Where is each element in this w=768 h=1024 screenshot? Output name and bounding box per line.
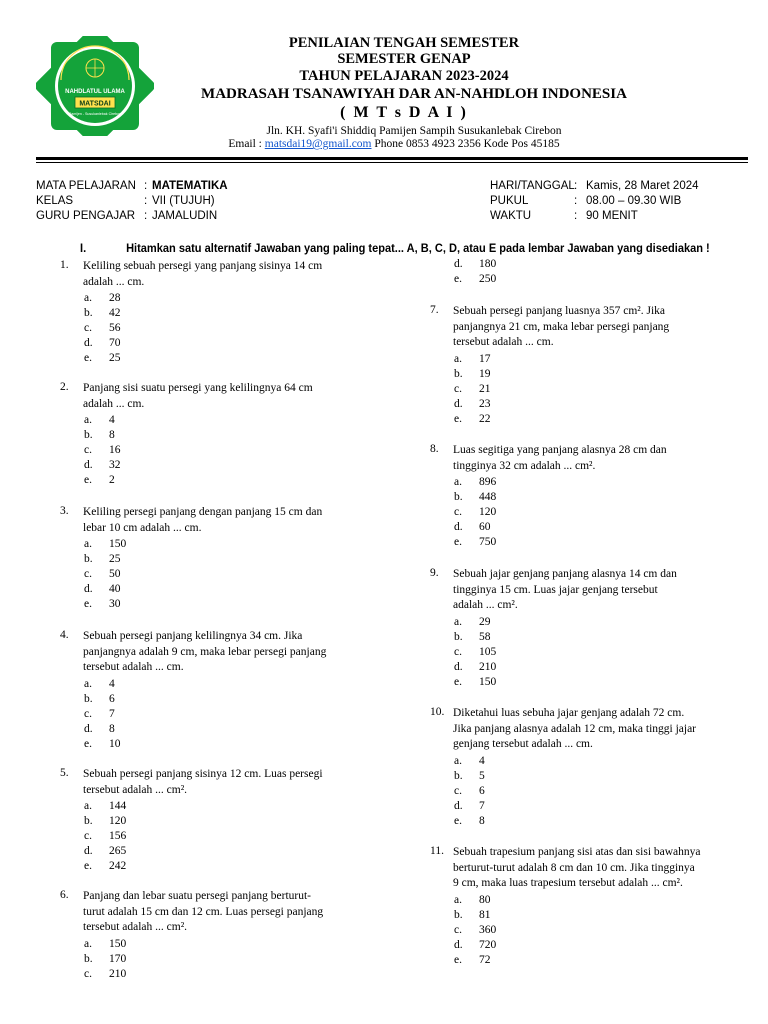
option-value: 19 [479, 367, 491, 380]
option-letter: c. [454, 784, 462, 797]
option-value: 40 [109, 583, 121, 595]
option-value: 50 [109, 568, 121, 580]
option-letter: e. [454, 536, 462, 548]
option-value: 105 [479, 645, 497, 658]
questions-column-right [430, 257, 750, 977]
instruction [80, 243, 710, 255]
option-value: 22 [479, 412, 491, 425]
question-line: panjangnya adalah 9 cm, maka lebar persegi panjang [83, 645, 327, 658]
question-number: 8. [430, 443, 439, 455]
contact-line [0, 138, 768, 150]
instruction-text: Hitamkan satu alternatif Jawaban yang paling tepat... A, B, C, D, atau E pada lembar Jawaban yang disediakan ! [126, 243, 710, 255]
option-letter: b. [454, 491, 463, 503]
answer-option [454, 754, 574, 769]
question-line: genjang tersebut adalah ... cm. [453, 738, 593, 750]
question-line: Sebuah trapesium panjang sisi atas dan sisi bawahnya [453, 846, 701, 858]
option-letter: b. [84, 429, 93, 441]
info-colon: : [144, 210, 148, 222]
question-line: tingginya 15 cm. Luas jajar genjang tersebut [453, 583, 658, 596]
answer-option [454, 660, 574, 675]
instruction-number: I. [80, 243, 87, 255]
answer-option [454, 814, 574, 829]
question-line: adalah ... cm. [83, 275, 145, 288]
answer-option [454, 953, 574, 968]
option-letter: b. [84, 692, 93, 705]
header-title-1: PENILAIAN TENGAH SEMESTER [288, 35, 520, 51]
answer-option [84, 473, 204, 488]
option-value: 210 [479, 660, 497, 673]
question-text [453, 567, 760, 614]
answer-option [454, 505, 574, 520]
option-letter: d. [454, 799, 463, 812]
option-value: 360 [479, 923, 497, 936]
option-letter: a. [454, 615, 462, 628]
option-letter: a. [84, 414, 92, 426]
answer-option [454, 520, 574, 535]
question-line: 9 cm, maka luas trapesium tersebut adalah ... cm². [453, 877, 683, 889]
option-letter: b. [84, 307, 93, 319]
option-value: 7 [479, 799, 485, 812]
option-letter: b. [84, 553, 93, 565]
question-line: Keliling persegi panjang dengan panjang 15 cm dan [83, 506, 323, 518]
answer-option [84, 458, 204, 473]
option-letter: a. [454, 754, 462, 767]
answer-option [454, 675, 574, 690]
answer-option [454, 412, 574, 427]
answer-option [454, 615, 574, 630]
question-text [83, 381, 390, 412]
option-value: 150 [109, 937, 127, 950]
option-value: 242 [109, 860, 127, 872]
info-value: JAMALUDIN [152, 210, 218, 222]
option-letter: d. [84, 583, 93, 595]
question-line: panjangnya 21 cm, maka lebar persegi panjang [453, 320, 670, 333]
option-letter: b. [84, 952, 93, 965]
info-label: HARI/TANGGAL [490, 180, 575, 192]
logo-text-top: NAHDLATUL ULAMA [65, 89, 125, 95]
answer-option [454, 382, 574, 397]
option-letter: e. [454, 953, 462, 966]
answer-option [84, 537, 204, 552]
question-line: Jika panjang alasnya adalah 12 cm, maka tinggi jajar [453, 722, 697, 735]
option-letter: a. [84, 800, 92, 812]
info-colon: : [144, 180, 148, 192]
option-value: 6 [109, 692, 115, 705]
answer-option [84, 737, 204, 752]
answer-option [84, 582, 204, 597]
answer-option [84, 291, 204, 306]
option-letter: a. [454, 476, 462, 488]
option-value: 25 [109, 352, 121, 364]
question-line: Luas segitiga yang panjang alasnya 28 cm dan [453, 444, 667, 456]
option-letter: d. [454, 938, 463, 951]
option-value: 896 [479, 476, 497, 488]
question-line: adalah ... cm². [453, 599, 518, 611]
option-value: 170 [109, 952, 127, 965]
option-value: 8 [109, 722, 115, 735]
option-value: 23 [479, 397, 491, 410]
option-letter: c. [84, 967, 92, 980]
option-value: 265 [109, 845, 127, 857]
option-letter: e. [454, 675, 462, 688]
info-value: 90 MENIT [586, 210, 638, 222]
option-letter: d. [84, 337, 93, 349]
option-letter: e. [454, 814, 462, 827]
option-value: 5 [479, 769, 485, 782]
answer-option [84, 722, 204, 737]
header-divider-thin [36, 162, 748, 163]
option-letter: d. [84, 845, 93, 857]
answer-option [84, 967, 204, 982]
option-letter: b. [454, 630, 463, 643]
option-value: 750 [479, 536, 497, 548]
option-letter: d. [454, 660, 463, 673]
option-value: 7 [109, 707, 115, 720]
info-colon: : [574, 210, 578, 222]
option-value: 4 [109, 414, 115, 426]
answer-option [454, 938, 574, 953]
answer-option [84, 597, 204, 612]
option-letter: d. [84, 459, 93, 471]
question-number: 4. [60, 629, 69, 641]
answer-option [454, 893, 574, 908]
answer-option [454, 272, 574, 287]
logo-text-mid: MATSDAI [79, 100, 111, 108]
option-letter: b. [84, 815, 93, 827]
school-name: MADRASAH TSANAWIYAH DAR AN-NAHDLOH INDONESIA [201, 86, 627, 102]
answer-option [84, 321, 204, 336]
info-label: KELAS [36, 195, 74, 207]
option-value: 21 [479, 382, 491, 395]
option-letter: e. [454, 412, 462, 425]
question-line: berturut-turut adalah 8 cm dan 10 cm. Jika tingginya [453, 861, 695, 874]
option-letter: a. [84, 677, 92, 690]
option-letter: c. [454, 506, 462, 518]
question-line: Sebuah persegi panjang luasnya 357 cm². Jika [453, 305, 665, 317]
option-value: 17 [479, 352, 491, 365]
option-value: 720 [479, 938, 497, 951]
answer-option [454, 923, 574, 938]
option-letter: e. [84, 352, 92, 364]
answer-option [454, 257, 574, 272]
option-letter: b. [454, 769, 463, 782]
answer-option [454, 367, 574, 382]
option-value: 144 [109, 800, 127, 812]
option-value: 156 [109, 830, 127, 842]
header-divider-thick [36, 157, 748, 160]
info-colon: : [574, 180, 578, 192]
option-value: 70 [109, 337, 121, 349]
option-letter: c. [454, 645, 462, 658]
option-value: 448 [479, 491, 497, 503]
option-value: 250 [479, 273, 497, 285]
option-letter: e. [84, 860, 92, 872]
option-value: 4 [479, 754, 485, 767]
option-letter: e. [454, 273, 462, 285]
option-value: 30 [109, 598, 121, 610]
answer-option [454, 352, 574, 367]
answer-option [84, 413, 204, 428]
option-value: 6 [479, 784, 485, 797]
option-letter: c. [454, 923, 462, 936]
answer-option [454, 784, 574, 799]
question-line: turut adalah 15 cm dan 12 cm. Luas persegi panjang [83, 905, 324, 918]
answer-option [454, 630, 574, 645]
option-value: 16 [109, 444, 121, 456]
info-value: Kamis, 28 Maret 2024 [586, 180, 699, 192]
info-value: 08.00 – 09.30 WIB [586, 195, 682, 207]
answer-option [84, 707, 204, 722]
info-label: PUKUL [490, 195, 529, 207]
question-line: Sebuah persegi panjang sisinya 12 cm. Luas persegi [83, 768, 323, 780]
option-value: 25 [109, 553, 121, 565]
exam-info-right [490, 180, 750, 228]
option-value: 81 [479, 908, 491, 921]
answer-option [84, 306, 204, 321]
question-line: tersebut adalah ... cm. [83, 661, 184, 673]
info-colon: : [574, 195, 578, 207]
option-value: 58 [479, 630, 491, 643]
option-value: 60 [479, 521, 491, 533]
option-letter: c. [84, 444, 92, 456]
exam-info-left [36, 180, 396, 228]
question-line: tersebut adalah ... cm². [83, 783, 188, 796]
option-value: 2 [109, 474, 115, 486]
option-letter: c. [84, 707, 92, 720]
option-letter: e. [84, 474, 92, 486]
logo-text-bot: Pamijen - Susukanlebak Cirebon [68, 112, 122, 116]
option-value: 210 [109, 967, 127, 980]
option-value: 28 [109, 292, 121, 304]
question-text [83, 629, 390, 676]
question-text [453, 304, 760, 351]
option-letter: b. [454, 908, 463, 921]
answer-option [84, 552, 204, 567]
questions-column-left [60, 259, 380, 979]
option-letter: e. [84, 598, 92, 610]
option-letter: d. [84, 722, 93, 735]
answer-option [84, 844, 204, 859]
question-number: 7. [430, 304, 439, 316]
question-line: tingginya 32 cm adalah ... cm². [453, 459, 596, 472]
question-number: 3. [60, 505, 69, 517]
question-text [453, 845, 760, 892]
email-label: Email : [228, 138, 265, 150]
answer-option [84, 567, 204, 582]
question-text [453, 706, 760, 753]
option-value: 29 [479, 615, 491, 628]
info-colon: : [144, 195, 148, 207]
header-title-3: TAHUN PELAJARAN 2023-2024 [299, 68, 509, 84]
option-letter: a. [84, 538, 92, 550]
answer-option [454, 769, 574, 784]
answer-option [84, 859, 204, 874]
question-number: 5. [60, 767, 69, 779]
option-value: 120 [479, 506, 497, 518]
question-line: tersebut adalah ... cm. [453, 336, 554, 348]
question-text [83, 259, 390, 290]
question-line: Sebuah persegi panjang kelilingnya 34 cm. Jika [83, 630, 303, 642]
answer-option [84, 952, 204, 967]
option-letter: c. [84, 830, 92, 842]
option-letter: c. [454, 382, 462, 395]
question-text [83, 767, 390, 798]
school-abbrev: ( M T s D A I ) [340, 104, 468, 121]
question-line: adalah ... cm. [83, 397, 145, 410]
answer-option [454, 799, 574, 814]
option-value: 8 [479, 814, 485, 827]
info-value: MATEMATIKA [152, 180, 228, 192]
option-value: 150 [479, 675, 497, 688]
option-value: 4 [109, 677, 115, 690]
answer-option [454, 397, 574, 412]
answer-option [84, 677, 204, 692]
header-title-2: SEMESTER GENAP [337, 51, 471, 67]
answer-option [84, 814, 204, 829]
option-value: 10 [109, 737, 121, 750]
answer-option [84, 937, 204, 952]
question-line: Diketahui luas sebuha jajar genjang adalah 72 cm. [453, 707, 685, 719]
answer-option [454, 535, 574, 550]
option-value: 8 [109, 429, 115, 441]
option-letter: d. [454, 258, 463, 270]
option-letter: d. [454, 521, 463, 533]
info-label: MATA PELAJARAN [36, 180, 136, 192]
answer-option [84, 428, 204, 443]
contact-text: Phone 0853 4923 2356 Kode Pos 45185 [371, 138, 560, 150]
option-value: 72 [479, 953, 491, 966]
option-letter: e. [84, 737, 92, 750]
answer-option [454, 645, 574, 660]
question-line: lebar 10 cm adalah ... cm. [83, 521, 202, 534]
email-link[interactable]: matsdai19@gmail.com [264, 138, 372, 150]
option-letter: c. [84, 322, 92, 334]
option-letter: a. [84, 937, 92, 950]
option-value: 150 [109, 538, 127, 550]
answer-option [84, 692, 204, 707]
option-value: 42 [109, 307, 121, 319]
answer-option [84, 829, 204, 844]
option-value: 120 [109, 815, 127, 827]
question-number: 6. [60, 889, 69, 901]
option-letter: a. [84, 292, 92, 304]
answer-option [84, 443, 204, 458]
question-line: Keliling sebuah persegi yang panjang sisinya 14 cm [83, 260, 323, 272]
question-text [83, 889, 390, 936]
answer-option [84, 351, 204, 366]
question-number: 1. [60, 259, 69, 271]
info-label: GURU PENGAJAR [36, 210, 136, 222]
question-number: 10. [430, 706, 445, 718]
question-number: 2. [60, 381, 69, 393]
school-address: Jln. KH. Syafi'i Shiddiq Pamijen Sampih Susukanlebak Cirebon [266, 125, 562, 137]
answer-option [84, 336, 204, 351]
question-text [453, 443, 760, 474]
option-letter: c. [84, 568, 92, 580]
answer-option [454, 490, 574, 505]
question-number: 11. [430, 845, 444, 857]
info-value: VII (TUJUH) [152, 195, 215, 207]
info-label: WAKTU [490, 210, 532, 222]
answer-option [454, 475, 574, 490]
question-line: Panjang sisi suatu persegi yang kelilingnya 64 cm [83, 382, 313, 394]
question-line: tersebut adalah ... cm². [83, 921, 188, 933]
option-letter: d. [454, 397, 463, 410]
option-value: 80 [479, 893, 491, 906]
question-text [83, 505, 390, 536]
exam-header [0, 0, 768, 160]
answer-option [454, 908, 574, 923]
option-letter: a. [454, 893, 462, 906]
question-number: 9. [430, 567, 439, 579]
option-value: 32 [109, 459, 121, 471]
question-line: Panjang dan lebar suatu persegi panjang berturut- [83, 890, 312, 902]
option-letter: a. [454, 352, 462, 365]
option-letter: b. [454, 367, 463, 380]
question-line: Sebuah jajar genjang panjang alasnya 14 cm dan [453, 568, 677, 580]
option-value: 56 [109, 322, 121, 334]
option-value: 180 [479, 258, 497, 270]
answer-option [84, 799, 204, 814]
